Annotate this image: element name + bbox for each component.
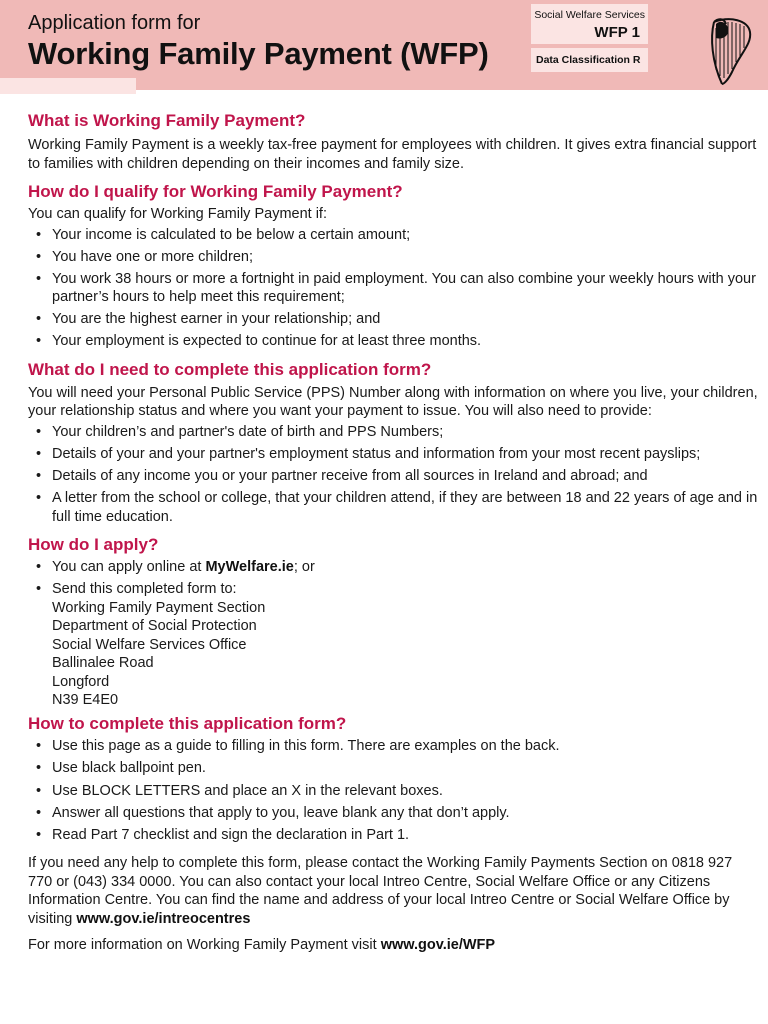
help-paragraph [28, 854, 758, 928]
section-heading-what: What is Working Family Payment? [28, 111, 306, 130]
apply-online-prefix: You can apply online at [52, 559, 206, 576]
address-line: Working Family Payment Section [52, 599, 266, 616]
address-line: Longford [52, 673, 110, 690]
section-heading-need: What do I need to complete this application form? [28, 359, 432, 379]
intreo-link[interactable]: www.gov.ie/intreocentres [76, 910, 251, 927]
list-item: • You have one or more children; [28, 248, 758, 267]
wfp-link[interactable]: www.gov.ie/WFP [380, 937, 496, 954]
section-intro-need: You will need your Personal Public Service (PPS) Number along with information on where you live, your children, your relationship status and where you want your payment to issue. You will also need to provide: [28, 384, 758, 420]
address-line: Ballinalee Road [52, 655, 154, 672]
form-code: WFP 1 [594, 24, 640, 41]
list-item: • Your children’s and partner's date of birth and PPS Numbers; [28, 423, 758, 442]
list-item: • Use black ballpoint pen. [28, 759, 758, 778]
list-item: • Answer all questions that apply to you, leave blank any that don’t apply. [28, 804, 758, 823]
list-item [28, 580, 758, 710]
list-item: • Use this page as a guide to filling in this form. There are examples on the back. [28, 737, 758, 756]
classification-label: Data Classification R [536, 54, 641, 66]
section-heading-apply: How do I apply? [28, 535, 159, 555]
need-list [28, 423, 758, 526]
address-line: Department of Social Protection [52, 618, 257, 635]
list-item: • You are the highest earner in your relationship; and [28, 310, 758, 329]
list-item: • Use BLOCK LETTERS and place an X in the relevant boxes. [28, 782, 758, 801]
list-item: • Your income is calculated to be below a certain amount; [28, 226, 758, 245]
list-item: • Details of your and your partner's employment status and information from your most recent payslips; [28, 445, 758, 464]
info-text: For more information on Working Family Payment visit [28, 937, 381, 954]
agency-label: Social Welfare Services [534, 9, 645, 21]
section-heading-qualify: How do I qualify for Working Family Payment? [28, 182, 403, 201]
help-text: If you need any help to complete this form, please contact the Working Family Payments Section on 0818 927 770 or (043) 334 0000. You can also contact your local Intreo Centre, Social Welfare Office or any Citizens Information Centre. You can find the name and address of your local Intreo Centre or Social Welfare Office by visiting [28, 855, 733, 927]
section-intro-qualify: You can qualify for Working Family Payment if: [28, 206, 327, 222]
section-heading-complete: How to complete this application form? [28, 714, 347, 734]
section-body-what: Working Family Payment is a weekly tax-free payment for employees with children. It gives extra financial support to families with children depending on their incomes and family size. [28, 137, 757, 172]
page-title: Working Family Payment (WFP) [28, 36, 489, 71]
list-item: • Details of any income you or your partner receive from all sources in Ireland and abroad; and [28, 467, 758, 486]
send-label: • Send this completed form to: [52, 581, 237, 598]
main-content [28, 110, 758, 955]
header-tab [0, 78, 136, 94]
complete-list [28, 737, 758, 844]
list-item: • A letter from the school or college, that your children attend, if they are between 18 and 22 years of age and in full time education. [28, 489, 758, 526]
address-line: Social Welfare Services Office [52, 636, 247, 653]
address-line: N39 E4E0 [52, 692, 119, 709]
list-item: • Read Part 7 checklist and sign the declaration in Part 1. [28, 826, 758, 845]
apply-online-suffix: ; or [293, 559, 315, 576]
list-item: • You work 38 hours or more a fortnight in paid employment. You can also combine your weekly hours with your partner’s hours to help meet this requirement; [28, 270, 758, 307]
agency-box [531, 4, 648, 44]
form-subtitle: Application form for [28, 12, 201, 34]
harp-icon [700, 14, 756, 86]
classification-box [531, 48, 648, 72]
apply-list [28, 558, 758, 710]
list-item: • Your employment is expected to continue for at least three months. [28, 332, 758, 351]
qualify-list [28, 226, 758, 351]
mywelfare-link[interactable]: MyWelfare.ie [205, 559, 294, 576]
info-paragraph [28, 936, 758, 955]
list-item [28, 558, 758, 577]
